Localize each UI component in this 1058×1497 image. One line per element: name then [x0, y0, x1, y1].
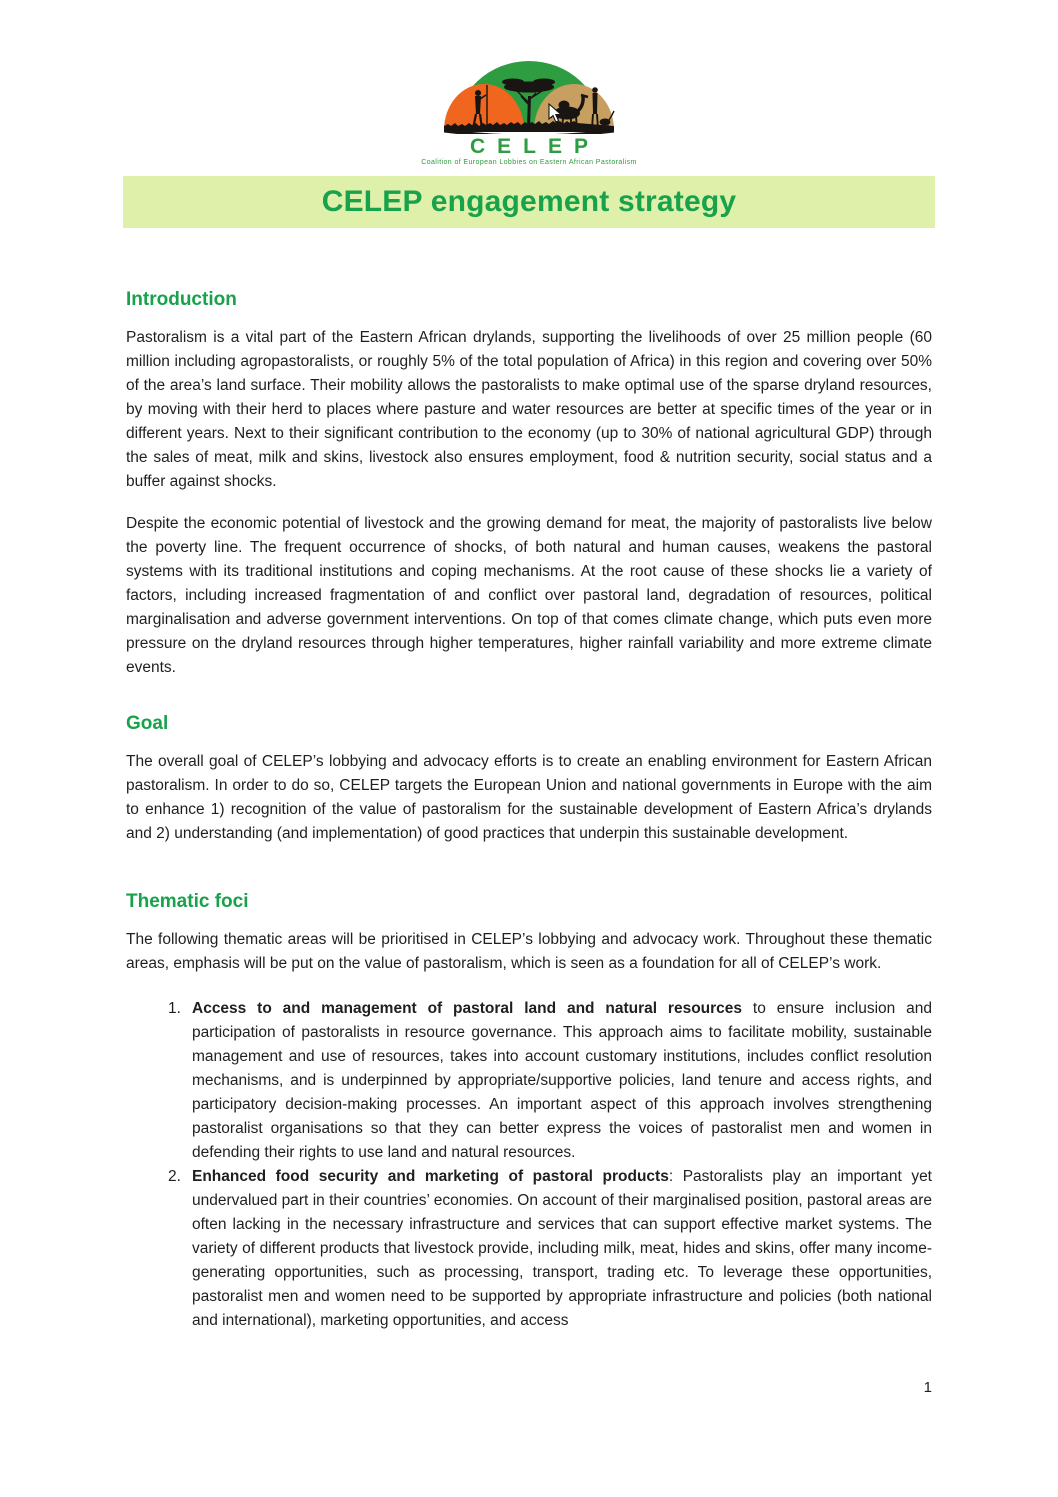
document-title: CELEP engagement strategy — [321, 185, 737, 218]
section-introduction — [126, 288, 932, 680]
list-item-rest: to ensure inclusion and participation of pastoralists in resource governance. This approach aims to facilitate mobility, sustainable management and use of resources, takes into account customary institutions, includes conflict resolution mechanisms, and is underpinned by appropriate/supportive policies, land tenure and access rights, and participatory decision-making processes. An important aspect of this approach involves strengthening pastoralist organisations so that they can better express the voices of pastoralist men and women in defending their rights to use land and natural resources. — [192, 1000, 932, 1161]
thematic-paragraph: The following thematic areas will be prioritised in CELEP’s lobbying and advocacy work. Throughout these thematic areas, emphasis will be put on the value of pastoralism, which is seen as a foundation for all of CELEP’s work. — [126, 931, 932, 972]
list-item-number: 2. — [168, 1168, 181, 1185]
title-banner — [123, 176, 935, 228]
section-thematic-foci — [126, 890, 932, 1333]
mouse-cursor-icon — [548, 103, 563, 124]
document-body — [126, 288, 932, 1333]
celep-logo — [0, 0, 1058, 166]
page-footer — [924, 1378, 932, 1398]
logo-tagline: Coalition of European Lobbies on Eastern African Pastoralism — [421, 159, 637, 166]
logo-acronym: CELEP — [469, 135, 600, 158]
intro-paragraph-1: Pastoralism is a vital part of the Eastern African drylands, supporting the livelihoods of over 25 million people (60 million including agropastoralists, or roughly 5% of the total population of Africa) in this region and covering over 50% of the area’s land surface. Their mobility allows the pastoralists to make optimal use of the sparse dryland resources, by moving with their herd to places where pasture and water resources are better at specific times of the year or in different years. Next to their significant contribution to the economy (up to 30% of national agricultural GDP) through the sales of meat, milk and skins, livestock also ensures employment, food & nutrition security, social status and a buffer against shocks. — [126, 329, 932, 490]
section-goal — [126, 712, 932, 846]
celep-logo-art — [443, 56, 615, 134]
list-item-lead: Access to and management of pastoral land and natural resources — [192, 1000, 743, 1017]
list-item-text — [192, 1000, 932, 1161]
section-heading-goal: Goal — [126, 713, 169, 734]
list-item — [126, 997, 932, 1165]
section-heading-thematic-foci: Thematic foci — [126, 891, 249, 912]
intro-paragraph-2: Despite the economic potential of livestock and the growing demand for meat, the majority of pastoralists live below the poverty line. The frequent occurrence of shocks, of both natural and human causes, weakens the pastoral systems with its traditional institutions and coping mechanisms. At the root cause of these shocks lie a variety of factors, including increased fragmentation of and conflict over pastoral land, degradation of resources, political marginalisation and adverse government interventions. On top of that comes climate change, which puts even more pressure on the dryland resources through higher temperatures, higher rainfall variability and more extreme climate events. — [126, 515, 932, 676]
list-item-lead: Enhanced food security and marketing of pastoral products — [192, 1168, 669, 1185]
list-item-text — [192, 1168, 932, 1329]
section-heading-introduction: Introduction — [126, 289, 237, 310]
thematic-list — [126, 997, 932, 1333]
page-number: 1 — [923, 1379, 932, 1396]
list-item-rest: : Pastoralists play an important yet undervalued part in their countries’ economies. On account of their marginalised position, pastoral areas are often lacking in the necessary infrastructure and services that can support effective market systems. The variety of different products that livestock provide, including milk, meat, hides and skins, offer many income-generating opportunities, such as processing, transport, trading etc. To leverage these opportunities, pastoralist men and women need to be supported by appropriate infrastructure and policies (both national and international), marketing opportunities, and access — [192, 1168, 932, 1329]
list-item-number: 1. — [168, 1000, 181, 1017]
goal-paragraph: The overall goal of CELEP’s lobbying and advocacy efforts is to create an enabling environment for Eastern African pastoralism. In order to do so, CELEP targets the European Union and national governments in Europe with the aim to enhance 1) recognition of the value of pastoralism for the sustainable development of Eastern Africa’s drylands and 2) understanding (and implementation) of good practices that underpin this sustainable development. — [126, 753, 932, 842]
list-item — [126, 1165, 932, 1333]
